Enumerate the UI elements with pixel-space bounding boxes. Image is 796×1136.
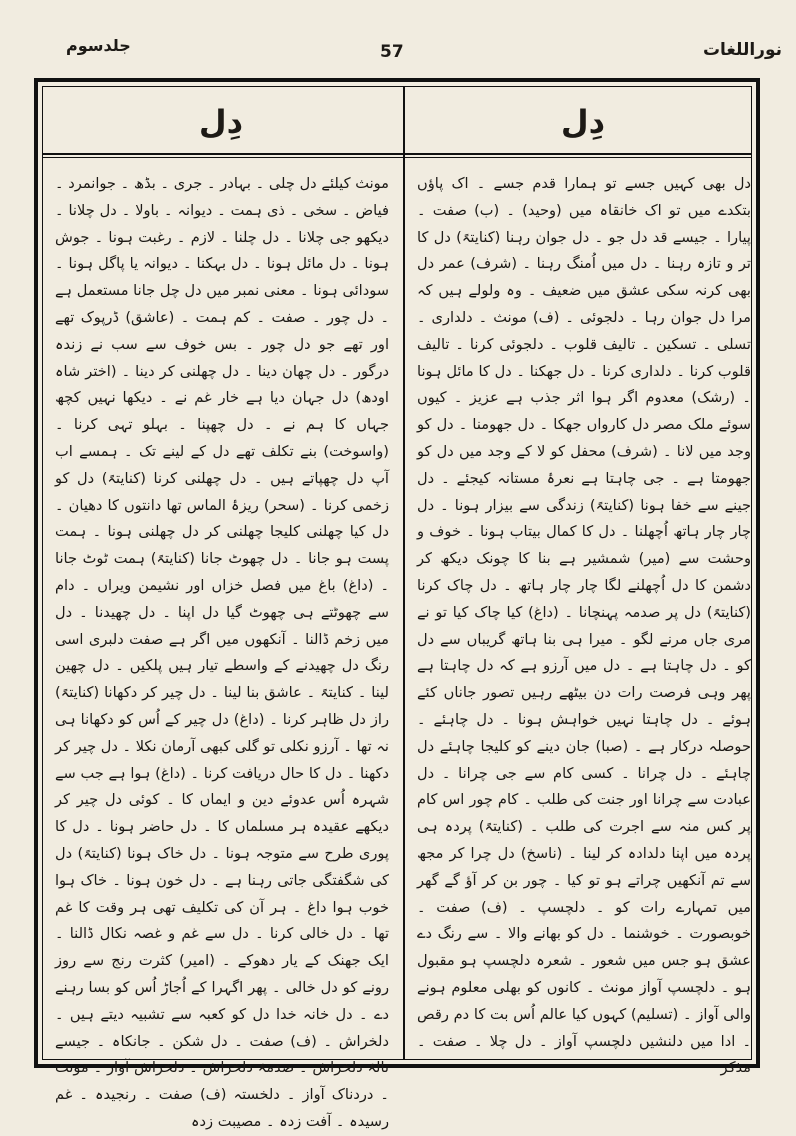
left-column-text: [55, 171, 389, 1136]
header-rule-thin: [43, 157, 751, 158]
volume-label: جلدسوم: [66, 36, 131, 55]
right-column-text: [417, 171, 751, 1082]
page-frame-inner: [42, 86, 752, 1130]
left-column-paragraph: مونث کیلئے دل چلی ۔ بہادر ۔ جری ۔ بڈھ ۔ جوانمرد ۔ فیاض ۔ سخی ۔ ذی ہمت ۔ دیوانہ ۔ باولا ۔ دل چلانا ۔ دیکھو جی چلانا ۔ دل چلنا ۔ لازم ۔ رغبت ہونا ۔ جوش ہونا ۔ دل مائل ہونا ۔ دل بہکنا ۔ دیوانہ یا پاگل ہونا ۔ سودائی ہونا ۔ معنی نمبر میں دل چل جانا مستعمل ہے ۔ دل چور ۔ صفت ۔ کم ہمت ۔ (عاشق) ڈرپوک تھے اور تھے جو دل چور ۔ بس خوف سے سب نے زندہ درگور ۔ دل چھان دینا ۔ دل چھلنی کر دینا ۔ (اختر شاہ اودھ) دل جہان دیا ہے خار غم نے ۔ دیکھا نہیں کچھ جہاں کا ہم نے ۔ دل چھپنا ۔ بہلو تہی کرنا ۔ (واسوخت) بنے تکلف تھے دل کے لینے تک ۔ ہمسے اب آپ دل چھپاتے ہیں ۔ دل چھلنی کرنا (کنایتہً) دل کو زخمی کرنا ۔ (سحر) ریزۂ الماس تھا دانتوں کا دھیان ۔ دل کیا چھلنی کلیجا چھلنی کر دل چھلنی ہونا ۔ ہمت پست ہو جانا ۔ دل چھوٹ جانا (کنایتہً) ہمت ٹوٹ جانا ۔ (داغ) باغ میں فصل خزاں اور نشیمن ویراں ۔ دام سے چھوٹتے ہی چھوٹ گیا دل اپنا ۔ دل چھیدنا ۔ دل میں زخم ڈالنا ۔ آنکھوں میں اگر ہے صفت دلبری اسی رنگ دل چھیدنے کے واسطے تیار ہیں پلکیں ۔ دل چھین لینا ۔ کنایتہً ۔ عاشق بنا لینا ۔ دل چیر کر دکھانا (کنایتہً) راز دل ظاہر کرنا ۔ (داغ) دل چیر کے اُس کو دکھانا ہی نہ تھا ۔ آرزو نکلی تو گلی کبھی آرمان نکلا ۔ دل چیر کر دکھنا ۔ دل کا حال دریافت کرنا ۔ (داغ) ہوا ہے جب سے شہرہ اُس عدوئے دین و ایماں کا ۔ کوئی دل چیر کر دیکھے عقیدہ ہر مسلماں کا ۔ دل حاضر ہونا ۔ دل کا پوری طرح سے متوجہ ہونا ۔ دل خاک ہونا (کنایتہً) دل کی شگفتگی جاتی رہنا ہے ۔ دل خون ہونا ۔ خاک ہوا خوب ہوا داغ ۔ ہر آن کی تکلیف تھی ہر وقت کا غم تھا ۔ دل خالی کرنا ۔ دل سے غم و غصہ نکال ڈالنا ۔ ایک جھنک کے یار دھوکے ۔ (امیر) کثرت رنج سے روز رونے کو دل خالی ۔ پھر اگہرا کے اُجاڑ اُس کو بسا رہنے دے ۔ دل خانہ خدا دل کو کعبہ سے تشبیہ دیتے ہیں ۔ دلخراش ۔ (ف) صفت ۔ دل شکن ۔ جانکاہ ۔ جیسے نالۂ دلخراش ۔ صدمۂ دلخراش ۔ دلخراش آواز ۔ مونث ۔ دردناک آواز ۔ دلخستہ (ف) صفت ۔ رنجیدہ ۔ غم رسیدہ ۔ آفت زدہ ۔ مصیبت زدہ: [55, 175, 389, 1130]
left-column-headword: دِل: [198, 103, 244, 141]
page-frame: [34, 78, 760, 1130]
header-rule: [43, 153, 751, 155]
running-head: [0, 0, 796, 78]
page-number: 57: [380, 42, 404, 62]
column-divider: [403, 87, 405, 1059]
right-column-paragraph: دل بھی کہیں جسے تو ہمارا قدم جسے ۔ اک پاؤں بتکدے میں تو اک خانقاہ میں (وحید) ۔ (ب) صفت ۔ پیارا ۔ جیسے قد دل جو ۔ دل جوان رہنا (کنایتہً) دل کا تر و تازہ رہنا ۔ دل میں اُمنگ رہنا ۔ (شرف) عمر دل بھی کرنہ سکی عشق میں ضعیف ۔ وہ ولولے ہیں کہ مرا دل جوان رہا ۔ دلجوئی ۔ (ف) مونث ۔ دلداری ۔ تسلی ۔ تسکین ۔ تالیف قلوب ۔ دلجوئی کرنا ۔ تالیف قلوب کرنا ۔ دلداری کرنا ۔ دل جھکنا ۔ دل کا مائل ہونا ۔ (رشک) معدوم اگر ہوا اثر جذب ہے عزیز ۔ کیوں سوئے ملک مصر دل کارواں جھکا ۔ دل جھومنا ۔ دل کو وجد میں لانا ۔ (شرف) محفل کو لا کے وجد میں دل کو جھومتا ہے ۔ جی چاہتا ہے نعرۂ مستانہ کیجئے ۔ دل جینے سے خفا ہونا (کنایتہً) زندگی سے بیزار ہونا ۔ دل چار چار ہاتھ اُچھلنا ۔ دل کا کمال بیتاب ہونا ۔ خوف و وحشت سے (میر) شمشیر ہے بنا کا چونک دیکھ کر دشمن کا دل اُچھلنے لگا چار چار ہاتھ ۔ دل چاک کرنا (کنایتہً) دل پر صدمہ پہنچانا ۔ (داغ) کیا چاک کیا تو نے مری جاں مرنے لگو ۔ میرا ہی بنا ہاتھ گریباں سے دل کو ۔ دل چاہتا ہے ۔ دل میں آرزو ہے کہ دل چاہتا ہے پھر وہی فرصت رات دن بیٹھے رہیں تصور جاناں کئے ہوئے ۔ دل چاہتا نہیں خواہش ہونا ۔ دل چاہئے ۔ حوصلہ درکار ہے ۔ (صبا) جان دینے کو کلیجا چاہئے دل چاہئے ۔ دل چرانا ۔ کسی کام سے جی چرانا ۔ دل عبادت سے چرانا اور جنت کی طلب ۔ کام چور اس کام پر کس منہ سے اجرت کی طلب ۔ (کنایتہً) پردہ ہی پردہ میں اپنا دلدادہ کر لینا ۔ (ناسخ) دل چرا کر مجھ سے تم آنکھیں چراتے ہو تو کیا ۔ چور بن کر آؤ گے گھر میں تمہارے رات کو ۔ دلچسپ ۔ (ف) صفت ۔ خوبصورت ۔ خوشنما ۔ دل کو بھانے والا ۔ سے رنگ دے عشق ہو جس میں شعور ۔ شعرہ دلچسپ ہو مقبول ہو ۔ دلچسپ آواز مونث ۔ کانوں کو بھلی معلوم ہونے والی آواز ۔ (تسلیم) کہوں کیا عالم اُس بت کا دم رقص ۔ ادا میں دلنشیں دلچسپ آواز ۔ دل چلا ۔ صفت ۔ مذکر: [417, 175, 751, 1077]
book-title: نوراللغات: [702, 40, 782, 60]
right-column-headword: دِل: [560, 103, 606, 141]
